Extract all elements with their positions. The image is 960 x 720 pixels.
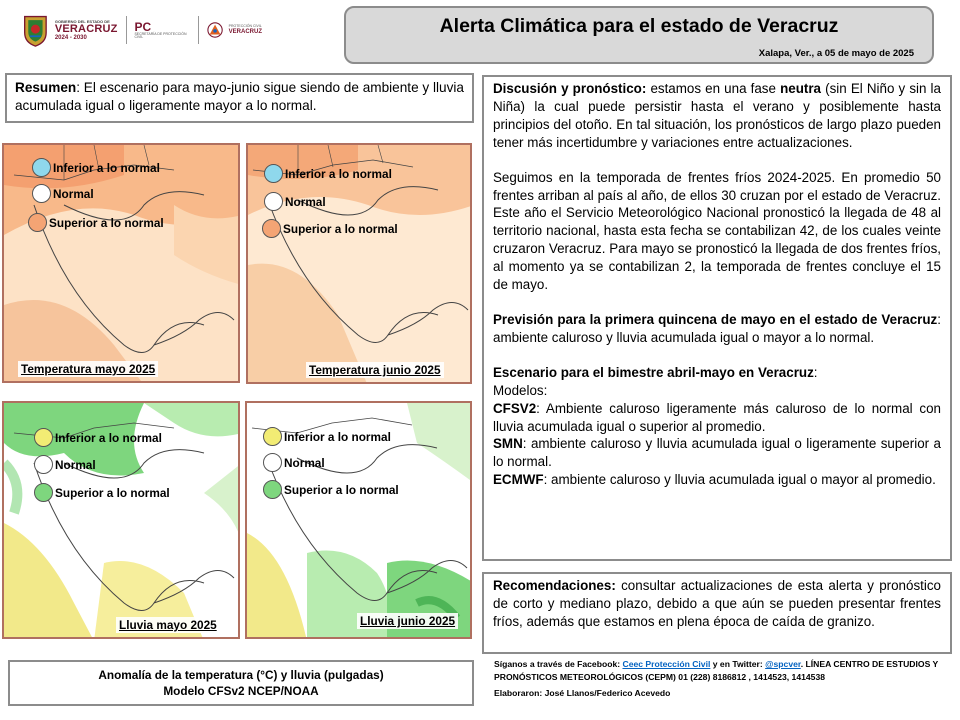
- government-logo-text: [55, 20, 118, 41]
- legend-label-above: Superior a lo normal: [49, 215, 164, 230]
- model-name: SMN: [493, 436, 523, 452]
- map-caption: Lluvia mayo 2025: [116, 617, 220, 633]
- recommendations-box: [482, 572, 952, 654]
- scenario-colon: :: [813, 364, 818, 380]
- map-rain-june: [245, 401, 472, 639]
- legend-dot-below: [264, 164, 283, 183]
- footer-mid: y en Twitter:: [710, 659, 766, 669]
- civil-protection-seal-icon: [207, 21, 223, 39]
- discussion-label: Discusión y pronóstico:: [493, 81, 647, 96]
- legend-label-below: Inferior a lo normal: [53, 160, 160, 175]
- legend-label-normal: Normal: [53, 186, 94, 201]
- page-title: Alerta Climática para el estado de Veracruz: [439, 15, 839, 37]
- models-heading: Modelos:: [493, 382, 548, 398]
- legend-item-below-normal: [264, 164, 392, 183]
- veracruz-crest-icon: [22, 11, 49, 49]
- paragraph-spacer: [493, 294, 941, 311]
- header-logos: [22, 10, 262, 50]
- model-name: ECMWF: [493, 472, 544, 488]
- paragraph-spacer: [493, 347, 941, 364]
- legend-item-normal: [32, 184, 94, 203]
- model-item: [493, 435, 941, 471]
- anomaly-caption-line2: Modelo CFSv2 NCEP/NOAA: [163, 684, 319, 698]
- summary-box: [5, 73, 474, 123]
- discussion-text-b: (sin El Niño y sin la Niña) la cual puede persistir hasta el verano y posiblemente hasta principios del otoño. En tal situación, los pronósticos de largo plazo pueden tener más incertidumbre y variaciones entre actualizaciones.: [493, 81, 941, 150]
- map-rain-may: [2, 401, 240, 639]
- model-text: : Ambiente caluroso ligeramente más caluroso de lo normal con lluvia acumulada igual o superior al promedio.: [493, 400, 941, 434]
- facebook-link[interactable]: Ceec Protección Civil: [622, 659, 711, 669]
- pcv-small-label: PROTECCIÓN CIVIL: [228, 24, 262, 29]
- gov-small-label: GOBIERNO DEL ESTADO DE: [54, 18, 110, 24]
- legend-dot-normal: [264, 192, 283, 211]
- map-caption: Temperatura junio 2025: [306, 362, 444, 378]
- legend-dot-above: [263, 480, 282, 499]
- forecast-paragraph: [493, 311, 941, 347]
- twitter-link[interactable]: @spcver: [765, 659, 801, 669]
- legend-item-above-normal: [28, 213, 164, 232]
- cold-fronts-paragraph: Seguimos en la temporada de frentes fríos 2024-2025. En promedio 50 frentes arriban al país al año, de ellos 30 cruzan por el estado de Veracruz. Este año el Servicio Meteorológico Nacional pronosticó la llegada de 48 al territorio nacional, hasta esta fecha se contabilizan 42, de los cuales veinte cruzaron Veracruz. Para mayo se pronosticó la llegada de dos frentes fríos, al momento ya se contabilizan 2, la temporada de frentes concluye el 15 de mayo.: [493, 169, 941, 293]
- legend-dot-below: [263, 427, 282, 446]
- discussion-neutral: neutra: [780, 81, 822, 96]
- legend-label-normal: Normal: [285, 194, 326, 209]
- footer-contact-line: . LÍNEA CENTRO DE ESTUDIOS Y PRONÓSTICOS METEOROLÓGICOS (CEPM) 01 (228) 8186812 , 1414523, 1414538: [494, 659, 939, 682]
- model-text: : ambiente caluroso y lluvia acumulada igual o ligeramente superior a lo normal.: [493, 436, 941, 470]
- summary-label: Resumen: [15, 80, 77, 95]
- map-caption: Lluvia junio 2025: [357, 613, 458, 629]
- pc-logo: [134, 21, 189, 40]
- gov-name: VERACRUZ: [54, 22, 118, 35]
- legend-item-above-normal: [262, 219, 398, 238]
- discussion-box: [482, 75, 952, 561]
- summary-text: : El escenario para mayo-junio sigue siendo de ambiente y lluvia acumulada igual o ligeramente mayor a lo normal.: [15, 80, 464, 113]
- anomaly-caption-box: [8, 660, 474, 706]
- legend-dot-below: [34, 428, 53, 447]
- legend-label-normal: Normal: [55, 457, 96, 472]
- scenario-label: Escenario para el bimestre abril-mayo en Veracruz: [493, 364, 814, 380]
- legend-item-above-normal: [34, 483, 170, 502]
- footer-contact: [494, 658, 954, 700]
- legend-label-normal: Normal: [284, 455, 325, 470]
- legend-dot-above: [34, 483, 53, 502]
- anomaly-caption-line1: Anomalía de la temperatura (°C) y lluvia (pulgadas): [98, 668, 384, 682]
- legend-item-normal: [34, 455, 96, 474]
- recommendations-text: consultar actualizaciones de esta alerta y pronóstico de corto y mediano plazo, debido a que aún se pueden presentar frentes fríos, además que estamos en plena época de caída de granizo.: [493, 578, 941, 629]
- legend-item-above-normal: [263, 480, 399, 499]
- legend-dot-above: [28, 213, 47, 232]
- pc-veracruz-logo: [229, 25, 262, 35]
- map-temperature-may: [2, 143, 240, 383]
- forecast-text: : ambiente caluroso y lluvia acumulada igual o mayor a lo normal.: [493, 311, 941, 345]
- legend-item-below-normal: [32, 158, 160, 177]
- model-name: CFSV2: [493, 400, 537, 416]
- legend-dot-normal: [263, 453, 282, 472]
- legend-dot-normal: [32, 184, 51, 203]
- discussion-text-a: estamos en una fase: [646, 81, 781, 96]
- legend-item-below-normal: [263, 427, 391, 446]
- issue-date: Xalapa, Ver., a 05 de mayo de 2025: [758, 48, 914, 59]
- logo-divider: [126, 16, 127, 44]
- temperature-may-map-graphic: [4, 145, 240, 383]
- model-item: [493, 471, 941, 489]
- gov-years: 2024 - 2030: [54, 34, 87, 41]
- model-text: : ambiente caluroso y lluvia acumulada igual o mayor al promedio.: [543, 472, 936, 488]
- title-banner: [344, 6, 934, 64]
- map-caption: Temperatura mayo 2025: [18, 361, 158, 377]
- discussion-paragraph: [493, 80, 941, 152]
- legend-label-below: Inferior a lo normal: [55, 430, 162, 445]
- recommendations-label: Recomendaciones:: [493, 578, 616, 593]
- scenario-heading: [493, 364, 941, 382]
- forecast-label: Previsión para la primera quincena de mayo en el estado de Veracruz: [493, 311, 938, 327]
- legend-label-below: Inferior a lo normal: [285, 166, 392, 181]
- legend-label-above: Superior a lo normal: [283, 221, 398, 236]
- legend-dot-above: [262, 219, 281, 238]
- legend-item-normal: [263, 453, 325, 472]
- pc-logo-subtitle: SECRETARÍA DE PROTECCIÓN CIVIL: [134, 31, 187, 39]
- model-item: [493, 400, 941, 436]
- logo-divider: [198, 16, 199, 44]
- legend-dot-normal: [34, 455, 53, 474]
- legend-label-above: Superior a lo normal: [284, 482, 399, 497]
- legend-label-above: Superior a lo normal: [55, 485, 170, 500]
- legend-item-below-normal: [34, 428, 162, 447]
- footer-credit: Elaboraron: José Llanos/Federico Acevedo: [494, 688, 671, 699]
- legend-item-normal: [264, 192, 326, 211]
- pcv-name: VERACRUZ: [228, 28, 262, 35]
- pc-logo-text: PC: [134, 19, 152, 34]
- legend-label-below: Inferior a lo normal: [284, 429, 391, 444]
- paragraph-spacer: [493, 152, 941, 169]
- legend-dot-below: [32, 158, 51, 177]
- map-temperature-june: [246, 143, 472, 384]
- footer-intro: Síganos a través de Facebook:: [494, 659, 623, 669]
